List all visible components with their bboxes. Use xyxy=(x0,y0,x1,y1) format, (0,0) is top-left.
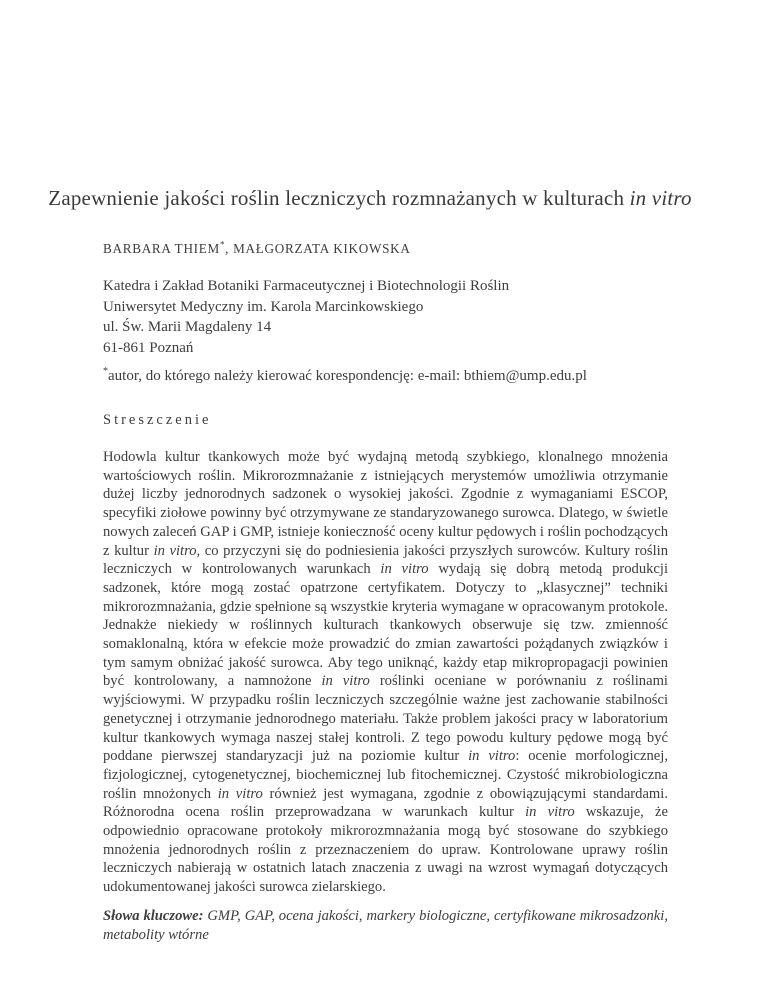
authors-line: BARBARA THIEM*, MAŁGORZATA KIKOWSKA xyxy=(103,239,411,256)
affiliation-line-department: Katedra i Zakład Botaniki Farmaceutycznej i Biotechnologii Roślin xyxy=(103,278,510,294)
abstract-heading: Streszczenie xyxy=(103,412,212,428)
abstract-block xyxy=(103,448,668,945)
affiliation-line-city: 61-861 Poznań xyxy=(103,340,194,357)
article-title: Zapewnienie jakości roślin leczniczych rozmnażanych w kulturach in vitro xyxy=(48,186,692,210)
affiliation-line-street: ul. Św. Marii Magdaleny 14 xyxy=(103,319,272,336)
affiliation-block xyxy=(103,276,509,359)
keywords-line: Słowa kluczowe: GMP, GAP, ocena jakości, markery biologiczne, certyfikowane mikrosadzonki, metabolity wtórne xyxy=(103,907,668,943)
affiliation-line-university: Uniwersytet Medyczny im. Karola Marcinkowskiego xyxy=(103,298,424,315)
correspondence-note: *autor, do którego należy kierować korespondencję: e-mail: bthiem@ump.edu.pl xyxy=(103,366,587,384)
abstract-text: Hodowla kultur tkankowych może być wydajną metodą szybkiego, klonalnego mnożenia wartościowych roślin. Mikrorozmnażanie z istniejących merystemów umożliwia otrzymanie dużej liczby jednorodnych sadzonek o wysokiej jakości. Zgodnie z wymaganiami ESCOP, specyfiki ziołowe powinny być otrzymywane ze standaryzowanego surowca. Dlatego, w świetle nowych zaleceń GAP i GMP, istnieje konieczność oceny kultur pędowych i roślin pochodzących z kultur in vitro, co przyczyni się do podniesienia jakości przyszłych surowców. Kultury roślin leczniczych w kontrolowanych warunkach in vitro wydają się dobrą metodą produkcji sadzonek, które mogą zostać opatrzone certyfikatem. Dotyczy to „klasycznej” techniki mikrorozmnażania, gdzie spełnione są wszystkie kryteria wymagane w opracowanym protokole. Jednakże niekiedy w roślinnych kulturach tkankowych obserwuje się tzw. zmienność somaklonalną, która w efekcie może prowadzić do zmian zawartości pożądanych związków i tym samym obniżać jakość surowca. Aby tego uniknąć, każdy etap mikropropagacji powinien być kontrolowany, a namnożone in vitro roślinki oceniane w porównaniu z roślinami wyjściowymi. W przypadku roślin leczniczych szczególnie ważne jest zachowanie stabilności genetycznej i otrzymanie jednorodnego materiału. Także problem jakości pracy w laboratorium kultur tkankowych wymaga naszej stałej kontroli. Z tego powodu kultury pędowe mogą być poddane pierwszej standaryzacji już na poziomie kultur in vitro: ocenie morfologicznej, fizjologicznej, cytogenetycznej, biochemicznej lub fitochemicznej. Czystość mikrobiologiczna roślin mnożonych in vitro również jest wymagana, zgodnie z obowiązującymi standardami. Różnorodna ocena roślin przeprowadzana w warunkach kultur in vitro wskazuje, że odpowiednio opracowane protokoły mikrorozmnażania mogą być stosowane do szybkiego mnożenia jednorodnych roślin z przeznaczeniem do upraw. Kontrolowane uprawy roślin leczniczych nabierają w ostatnich latach znaczenia z uwagi na wzrost wymagań dotyczących udokumentowanej jakości surowca zielarskiego. xyxy=(103,449,668,896)
